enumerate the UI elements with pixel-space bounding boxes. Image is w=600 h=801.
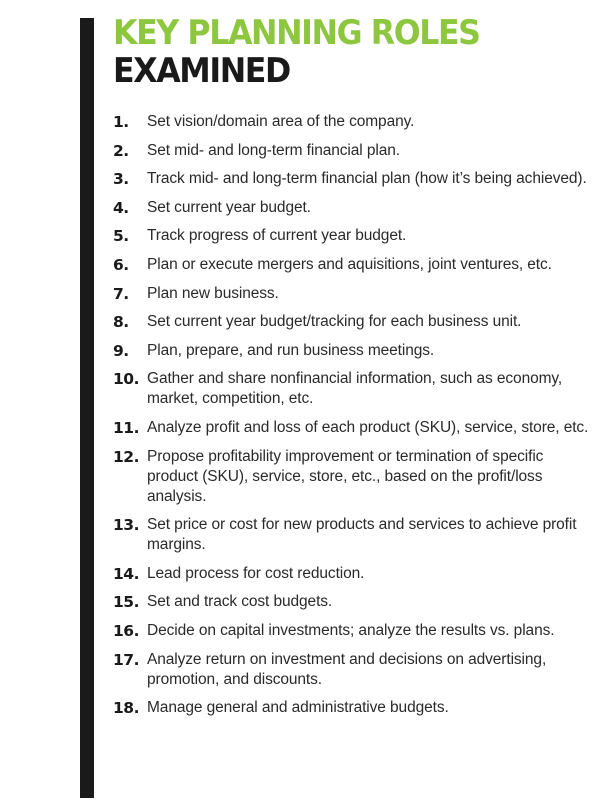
list-item xyxy=(113,621,593,641)
item-number: 7. xyxy=(113,284,129,303)
item-text: Analyze return on investment and decisions on advertising, promotion, and discounts. xyxy=(147,650,547,688)
list-item xyxy=(113,447,593,507)
item-text: Set current year budget/tracking for each business unit. xyxy=(147,313,522,331)
title-line-accent: KEY PLANNING ROLES xyxy=(113,13,480,53)
list-item xyxy=(113,650,593,690)
item-number: 9. xyxy=(113,341,129,360)
list-item xyxy=(113,112,593,132)
list-item xyxy=(113,198,593,218)
item-number: 8. xyxy=(113,313,129,332)
item-number: 17. xyxy=(113,650,139,669)
item-number: 3. xyxy=(113,170,129,189)
list-item xyxy=(113,341,593,361)
list-item xyxy=(113,255,593,275)
list-item xyxy=(113,369,593,409)
title-line-dark: EXAMINED xyxy=(113,51,290,91)
item-text: Set vision/domain area of the company. xyxy=(147,113,415,130)
item-number: 16. xyxy=(113,621,139,640)
item-text: Propose profitability improvement or termination of specific product (SKU), service, store, etc., based on the profit/loss analysis. xyxy=(147,447,544,505)
item-number: 1. xyxy=(113,113,129,131)
item-text: Lead process for cost reduction. xyxy=(147,564,365,582)
list-item xyxy=(113,698,593,718)
item-text: Manage general and administrative budgets. xyxy=(147,699,449,717)
planning-roles-list xyxy=(113,112,593,718)
item-text: Analyze profit and loss of each product (SKU), service, store, etc. xyxy=(147,418,589,436)
list-item xyxy=(113,564,593,584)
item-number: 12. xyxy=(113,447,139,466)
list-item xyxy=(113,169,593,189)
item-text: Set current year budget. xyxy=(147,198,311,216)
item-number: 18. xyxy=(113,699,139,718)
list-item xyxy=(113,418,593,438)
list-item xyxy=(113,515,593,555)
item-text: Track progress of current year budget. xyxy=(147,227,407,245)
item-text: Plan new business. xyxy=(147,284,279,302)
list-item xyxy=(113,226,593,246)
page-title xyxy=(113,14,559,90)
decorative-side-bar xyxy=(80,18,94,798)
item-number: 4. xyxy=(113,198,129,217)
item-number: 5. xyxy=(113,227,129,246)
item-text: Gather and share nonfinancial information, such as economy, market, competition, etc. xyxy=(147,370,563,408)
item-number: 10. xyxy=(113,370,139,389)
list-item xyxy=(113,592,593,612)
list-item xyxy=(113,284,593,304)
list-item xyxy=(113,312,593,332)
item-text: Decide on capital investments; analyze the results vs. plans. xyxy=(147,621,555,639)
item-number: 13. xyxy=(113,516,139,535)
item-number: 2. xyxy=(113,141,129,160)
item-number: 11. xyxy=(113,418,139,437)
item-number: 14. xyxy=(113,564,139,583)
list-item xyxy=(113,141,593,161)
item-text: Plan, prepare, and run business meetings. xyxy=(147,341,435,359)
item-text: Track mid- and long-term financial plan (how it’s being achieved). xyxy=(147,170,587,188)
item-number: 6. xyxy=(113,255,129,274)
sidebar-article xyxy=(113,14,593,727)
item-text: Set price or cost for new products and services to achieve profit margins. xyxy=(147,516,577,554)
item-text: Set mid- and long-term financial plan. xyxy=(147,141,400,159)
item-text: Set and track cost budgets. xyxy=(147,593,333,611)
item-number: 15. xyxy=(113,593,139,612)
item-text: Plan or execute mergers and aquisitions, joint ventures, etc. xyxy=(147,255,552,273)
